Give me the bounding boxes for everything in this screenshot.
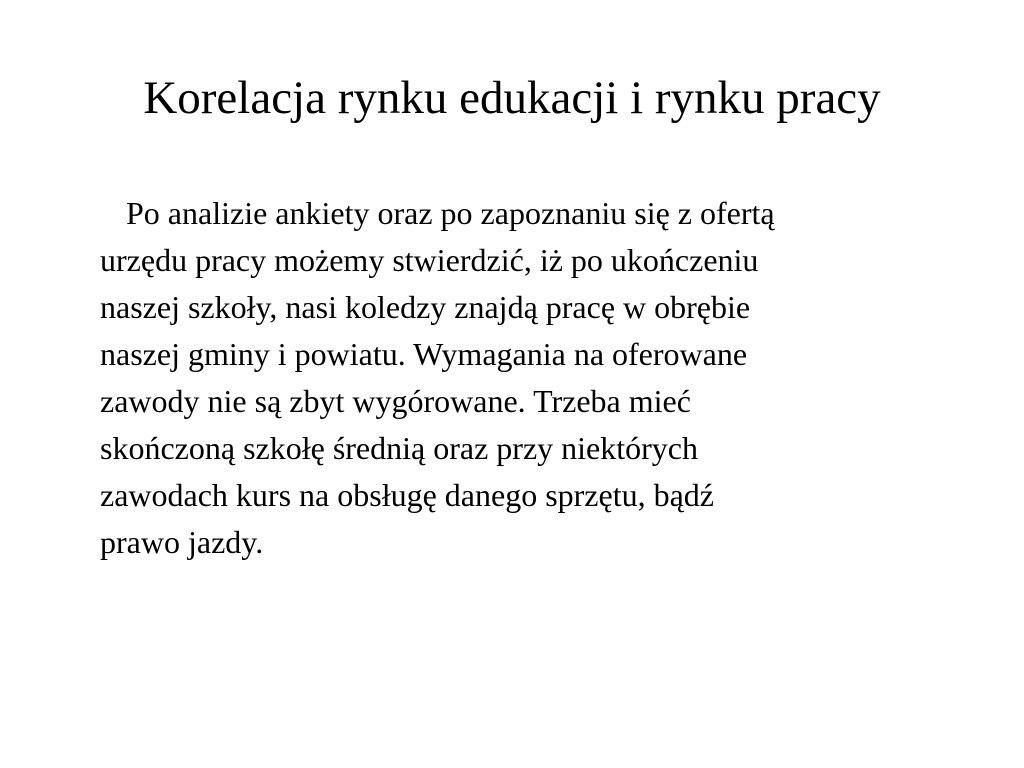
slide-title: Korelacja rynku edukacji i rynku pracy <box>143 72 881 124</box>
body-line: zawodach kurs na obsługę danego sprzętu, bądź <box>100 477 714 513</box>
body-line: prawo jazdy. <box>100 524 264 560</box>
body-line: urzędu pracy możemy stwierdzić, iż po ukończeniu <box>100 242 759 278</box>
body-line: Po analizie ankiety oraz po zapoznaniu się z ofertą <box>126 195 775 231</box>
body-line: naszej szkoły, nasi koledzy znajdą pracę w obrębie <box>100 289 751 325</box>
slide-body-paragraph <box>100 190 940 566</box>
body-line: zawody nie są zbyt wygórowane. Trzeba mieć <box>100 383 691 419</box>
body-line: naszej gminy i powiatu. Wymagania na oferowane <box>100 336 748 372</box>
body-line: skończoną szkołę średnią oraz przy niektórych <box>100 430 698 466</box>
